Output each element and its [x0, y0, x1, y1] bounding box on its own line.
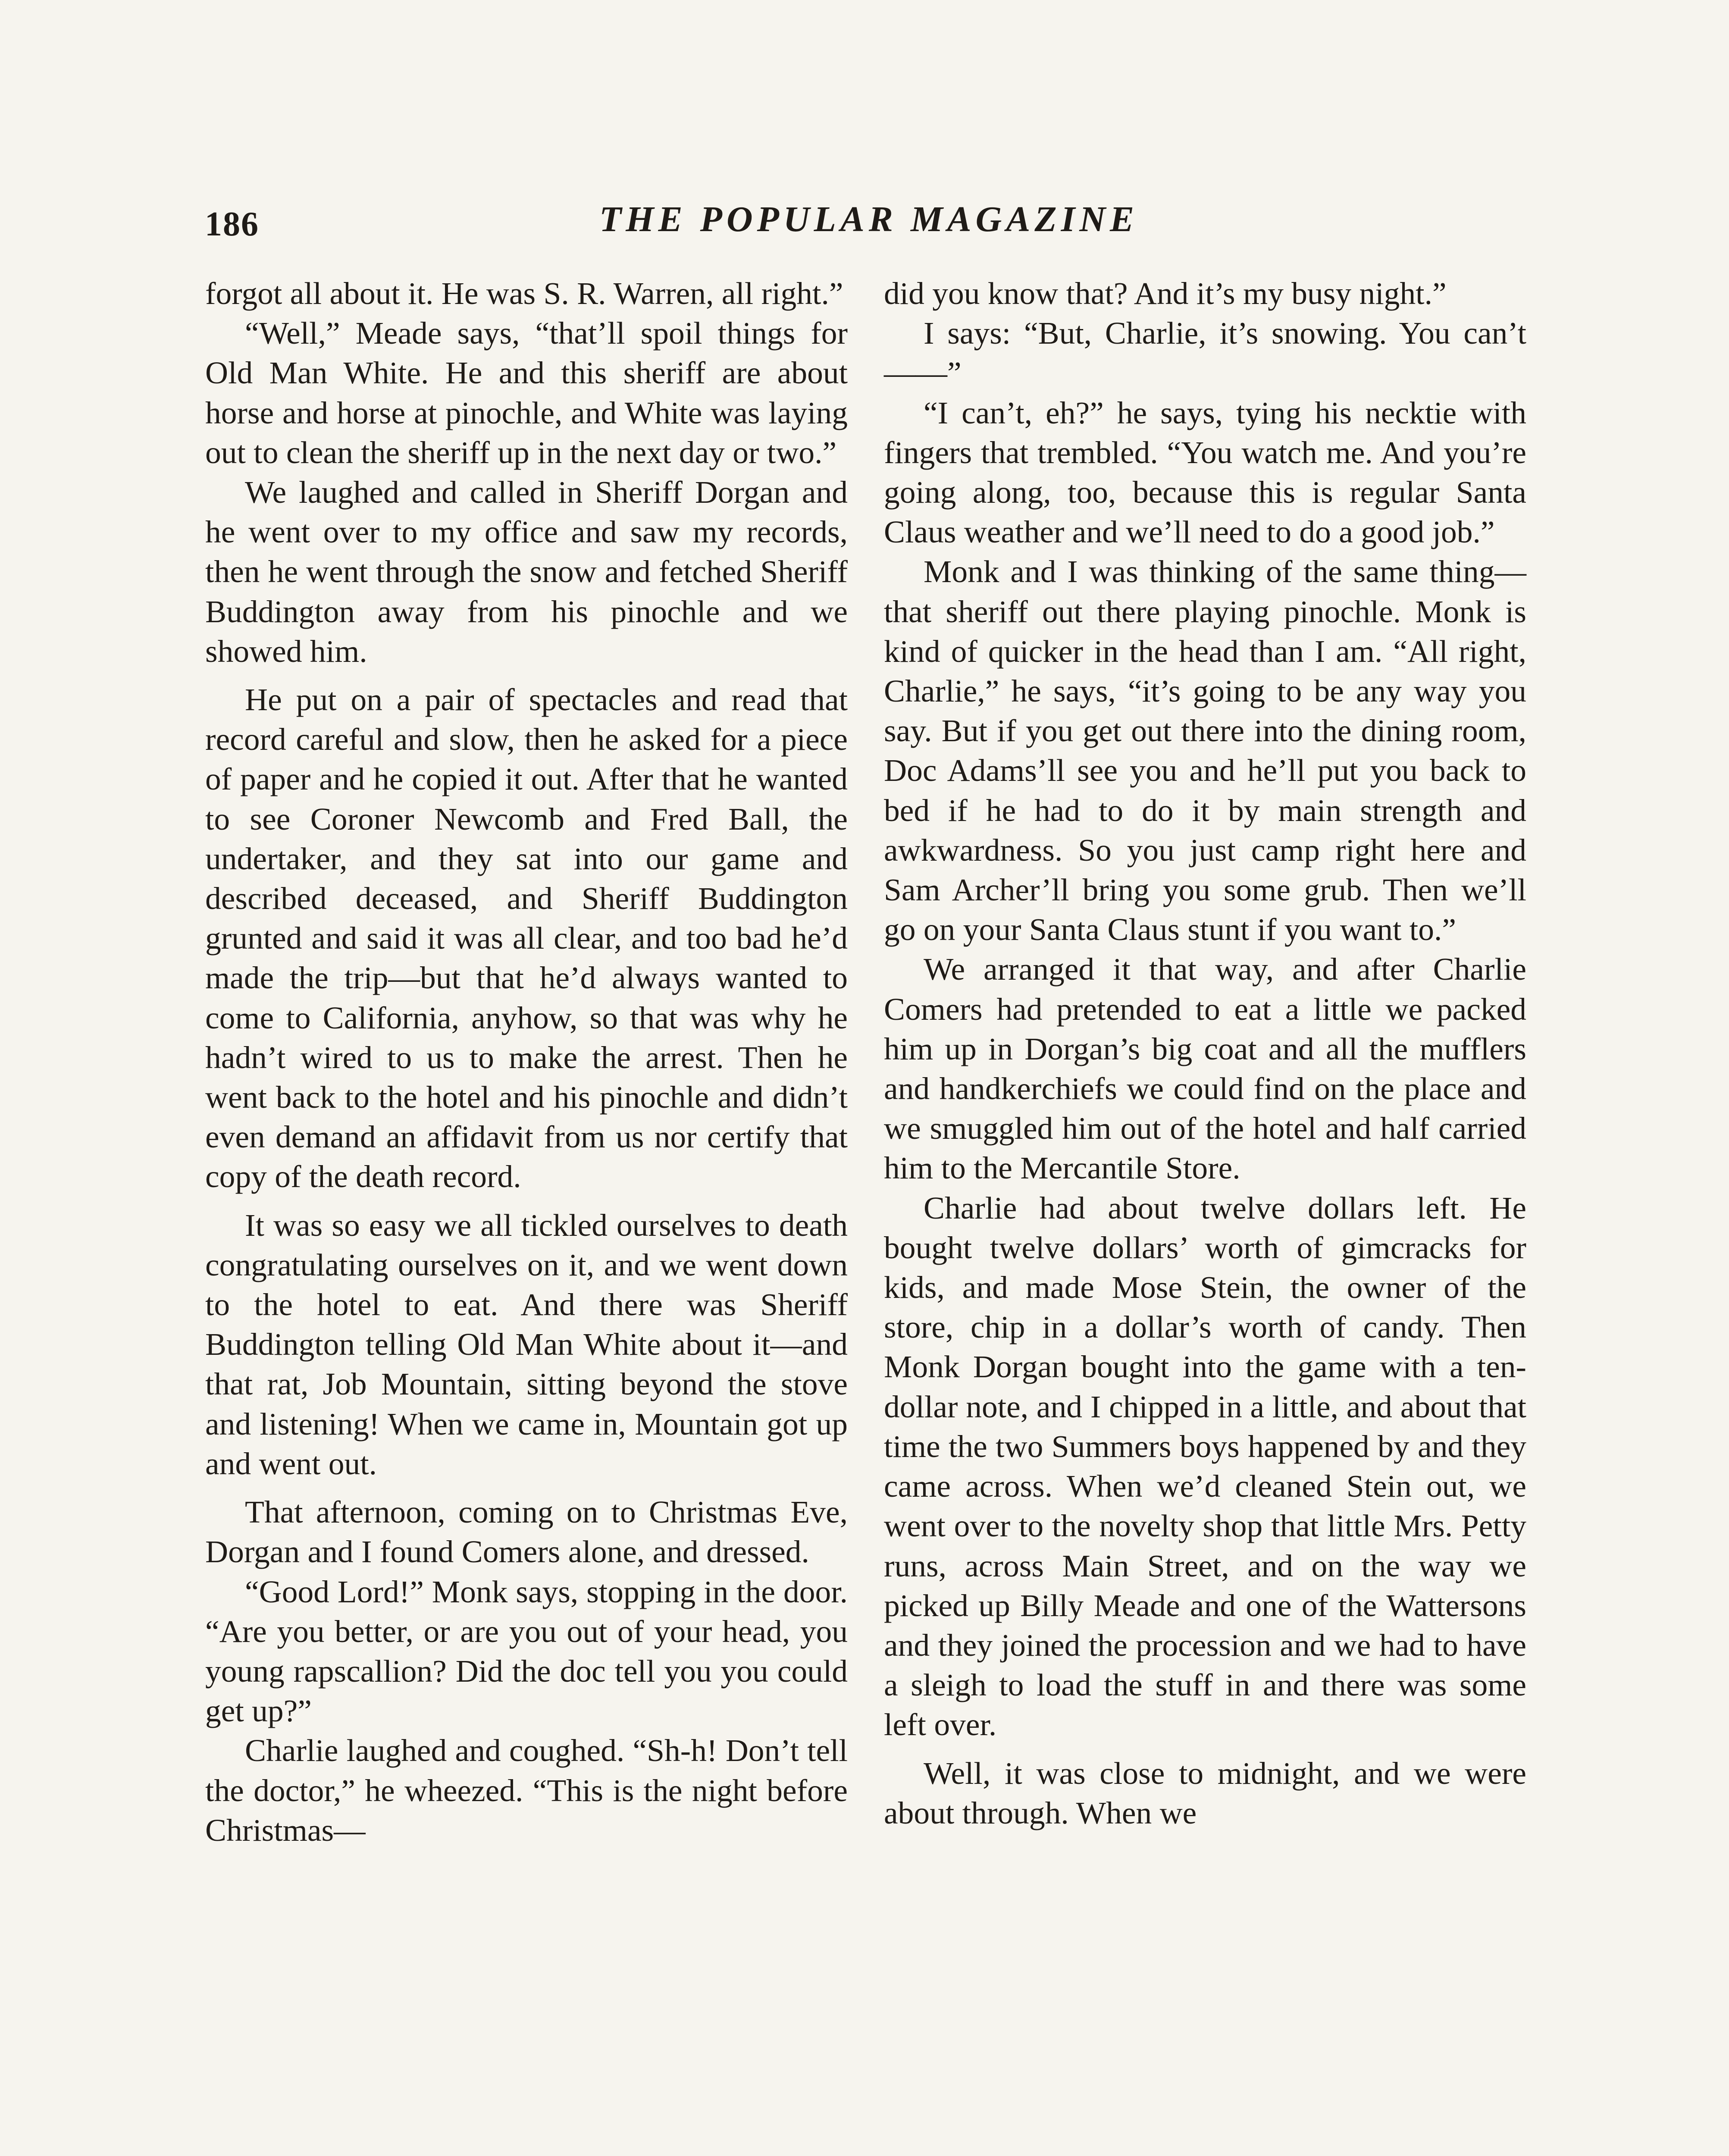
paragraph: He put on a pair of spectacles and read that record careful and slow, then he asked for a piece of paper and he copied it out. After that he wanted to see Coroner Newcomb and Fred Ball, the undertaker, and they sat into our game and described deceased, and Sheriff Buddington grunted and said it was all clear, and too bad he’d made the trip—but that he’d always wanted to come to California, anyhow, so that was why he hadn’t wired to us to make the arrest. Then he went back to the hotel and his pinochle and didn’t even demand an affidavit from us nor certify that copy of the death record.: [205, 682, 848, 1194]
page-number: 186: [205, 205, 259, 243]
paragraph: We laughed and called in Sheriff Dorgan and he went over to my office and saw my records, then he went through the snow and fetched Sheriff Buddington away from his pinochle and we showed him.: [205, 475, 848, 669]
paragraph: Charlie had about twelve dollars left. He bought twelve dollars’ worth of gimcracks for kids, and made Mose Stein, the owner of the store, chip in a dollar’s worth of candy. Then Monk Dorgan bought into the game with a ten-dollar note, and I chipped in a little, and about that time the two Summers boys happened by and they came across. When we’d cleaned Stein out, we went over to the novelty shop that little Mrs. Petty runs, across Main Street, and on the way we picked up Billy Meade and one of the Wattersons and they joined the procession and we had to have a sleigh to load the stuff in and there was some left over.: [884, 1190, 1526, 1742]
magazine-title: THE POPULAR MAGAZINE: [599, 199, 1139, 239]
paragraph: did you know that? And it’s my busy night.”: [884, 276, 1447, 311]
paragraph: I says: “But, Charlie, it’s snowing. You can’t——”: [884, 316, 1526, 391]
paragraph: forgot all about it. He was S. R. Warren, all right.”: [205, 276, 843, 311]
paragraph: Monk and I was thinking of the same thing—that sheriff out there playing pinochle. Monk is kind of quicker in the head than I am. “All right, Charlie,” he says, “it’s going to be any way you say. But if you get out there into the dining room, Doc Adams’ll see you and he’ll put you back to bed if he had to do it by main strength and awkwardness. So you just camp right here and Sam Archer’ll bring you some grub. Then we’ll go on your Santa Claus stunt if you want to.”: [884, 554, 1526, 947]
paragraph: “Well,” Meade says, “that’ll spoil things for Old Man White. He and this sheriff are about horse and horse at pinochle, and White was laying out to clean the sheriff up in the next day or two.”: [205, 316, 848, 470]
paragraph: That afternoon, coming on to Christmas Eve, Dorgan and I found Comers alone, and dressed.: [205, 1495, 848, 1570]
paragraph: Charlie laughed and coughed. “Sh-h! Don’t tell the doctor,” he wheezed. “This is the night before Christmas—: [205, 1733, 848, 1848]
left-column: [205, 274, 848, 1850]
paragraph: Well, it was close to midnight, and we were about through. When we: [884, 1755, 1526, 1830]
paragraph: “I can’t, eh?” he says, tying his necktie with fingers that trembled. “You watch me. And you’re going along, too, because this is regular Santa Claus weather and we’ll need to do a good job.”: [884, 395, 1526, 550]
right-column: [884, 274, 1526, 1833]
paragraph: We arranged it that way, and after Charlie Comers had pretended to eat a little we packed him up in Dorgan’s big coat and all the mufflers and handkerchiefs we could find on the place and we smuggled him out of the hotel and half carried him to the Mercantile Store.: [884, 952, 1526, 1186]
paragraph: It was so easy we all tickled ourselves to death congratulating ourselves on it, and we went down to the hotel to eat. And there was Sheriff Buddington telling Old Man White about it—and that rat, Job Mountain, sitting beyond the stove and listening! When we came in, Mountain got up and went out.: [205, 1207, 848, 1481]
paragraph: “Good Lord!” Monk says, stopping in the door. “Are you better, or are you out of your head, you young rapscallion? Did the doc tell you you could get up?”: [205, 1574, 848, 1729]
running-head: [205, 196, 1533, 261]
